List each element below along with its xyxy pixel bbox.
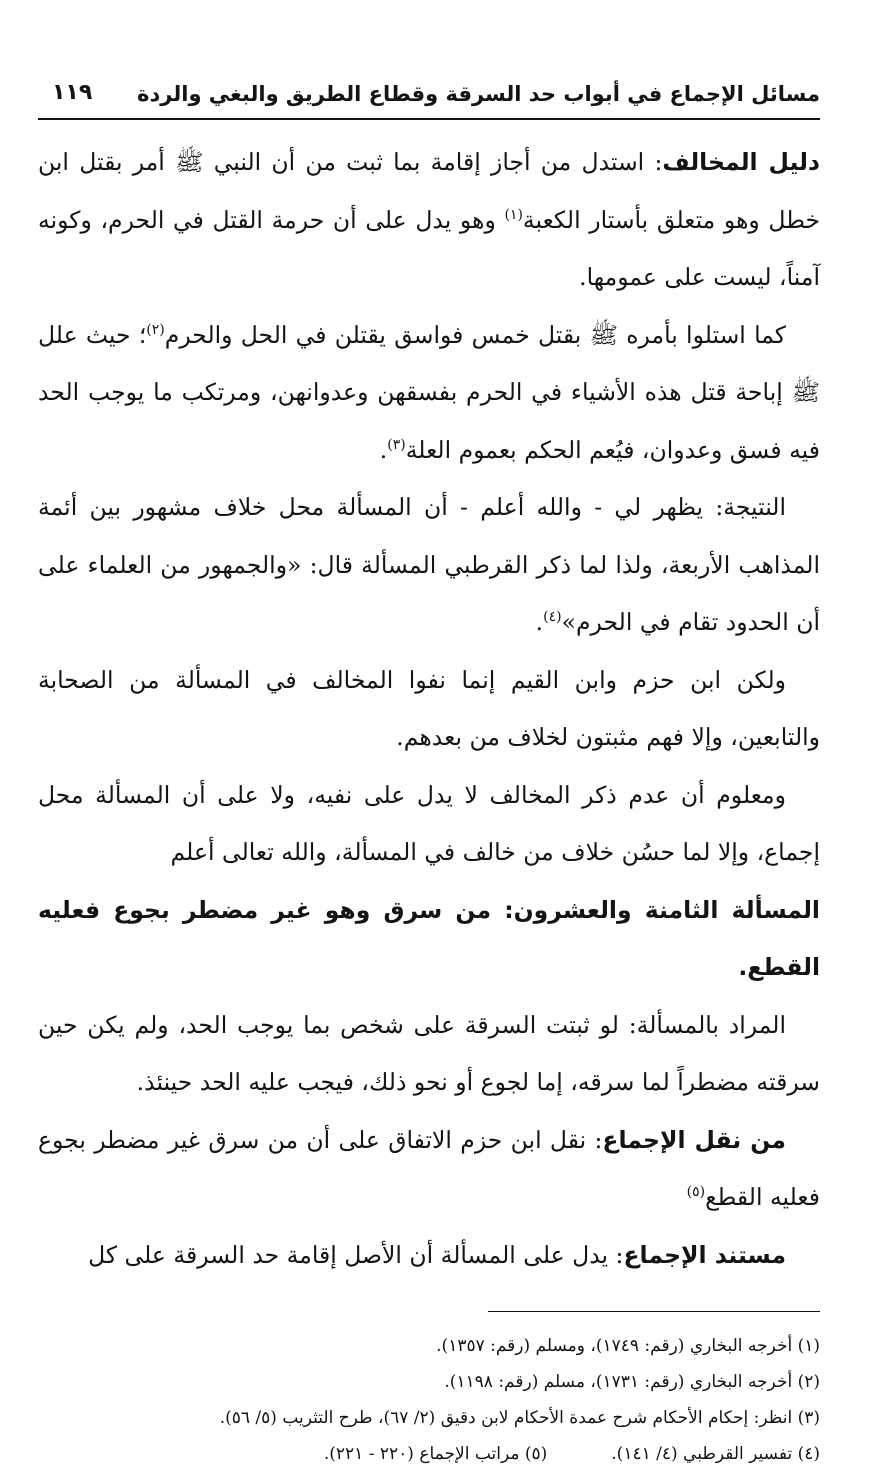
section-heading: المسألة الثامنة والعشرون: من سرق وهو غير مضطر بجوع فعليه القطع.	[38, 895, 820, 981]
paragraph-text: : استدل من أجاز إقامة بما ثبت من أن النبي ﷺ أمر بقتل ابن خطل وهو متعلق بأستار الكعبة	[38, 148, 820, 234]
paragraph-text: وهو يدل على أن حرمة القتل في الحرم، وكونه آمناً، ليست على عمومها.	[38, 205, 820, 291]
paragraph-known	[38, 767, 820, 882]
paragraph-text: .	[379, 435, 388, 464]
footnotes	[38, 1328, 820, 1472]
paragraph-text: ومعلوم أن عدم ذكر المخالف لا يدل على نفيه، ولا على أن المسألة محل إجماع، وإلا لما حسُن خلاف من خالف في المسألة، والله تعالى أعلم	[38, 780, 820, 866]
book-page	[38, 78, 820, 1472]
running-title: مسائل الإجماع في أبواب حد السرقة وقطاع الطريق والبغي والردة	[137, 82, 820, 106]
paragraph-text: : يدل على المسألة أن الأصل إقامة حد السرقة على كل	[88, 1240, 624, 1269]
paragraph-lead: دليل المخالف	[662, 148, 820, 176]
paragraph-text: كما استلوا بأمره ﷺ بقتل خمس فواسق يقتلن في الحل والحرم	[164, 320, 786, 349]
paragraph-text: ولكن ابن حزم وابن القيم إنما نفوا المخالف في المسألة من الصحابة والتابعين، وإلا فهم مثبتون لخلاف من بعدهم.	[38, 665, 820, 751]
paragraph-lead: مستند الإجماع	[623, 1240, 786, 1269]
paragraph-text: النتيجة: يظهر لي - والله أعلم - أن المسألة محل خلاف مشهور بين أئمة المذاهب الأربعة، ولذا لما ذكر القرطبي المسألة قال: «والجمهور من العلماء على أن الحدود تقام في الحرم»	[38, 493, 820, 636]
paragraph-text: .	[535, 608, 544, 636]
paragraph-consensus-basis	[38, 1227, 820, 1285]
footnote: (٣) انظر: إحكام الأحكام شرح عمدة الأحكام لابن دقيق (٢/ ٦٧)، طرح التثريب (٥/ ٥٦).	[219, 1408, 820, 1428]
footnote: (٤) تفسير القرطبي (٤/ ١٤١).	[611, 1444, 820, 1464]
footnote-marker[interactable]: (٢)	[146, 321, 165, 338]
footnote-rule	[488, 1311, 820, 1312]
paragraph-ibn-hazm	[38, 652, 820, 767]
paragraph-opponent-evidence	[38, 134, 820, 307]
paragraph-consensus-transmission	[38, 1112, 820, 1227]
paragraph-result	[38, 479, 820, 652]
footnote: (٥) مراتب الإجماع (٢٢٠ - ٢٢١).	[323, 1444, 548, 1464]
footnote: (١) أخرجه البخاري (رقم: ١٧٤٩)، ومسلم (رقم: ١٣٥٧).	[436, 1336, 820, 1356]
footnote-marker[interactable]: (٥)	[686, 1184, 706, 1201]
paragraph-meaning	[38, 997, 820, 1112]
footnote-marker[interactable]: (١)	[504, 206, 523, 223]
header-rule	[38, 118, 820, 120]
paragraph-five-fawasiq	[38, 307, 820, 480]
footnote: (٢) أخرجه البخاري (رقم: ١٧٣١)، مسلم (رقم: ١١٩٨).	[444, 1372, 820, 1392]
footnote-marker[interactable]: (٤)	[543, 609, 562, 626]
page-number: ١١٩	[52, 80, 93, 105]
page-header	[38, 78, 820, 118]
footnote-row	[38, 1436, 820, 1472]
footnote-marker[interactable]: (٣)	[387, 436, 406, 453]
paragraph-text: : نقل ابن حزم الاتفاق على أن من سرق غير مضطر بجوع فعليه القطع	[38, 1125, 820, 1211]
paragraph-lead: من نقل الإجماع	[602, 1125, 786, 1154]
main-text	[38, 134, 820, 1284]
paragraph-text: ؛ حيث علل ﷺ إباحة قتل هذه الأشياء في الحرم بفسقهن وعدوانهن، ومرتكب ما يوجب الحد فيه فسق وعدوان، فيُعم الحكم بعموم العلة	[38, 320, 820, 464]
paragraph-text: المراد بالمسألة: لو ثبتت السرقة على شخص بما يوجب الحد، ولم يكن حين سرقته مضطراً لما سرقه، إما لجوع أو نحو ذلك، فيجب عليه الحد حينئذ.	[38, 1010, 820, 1096]
